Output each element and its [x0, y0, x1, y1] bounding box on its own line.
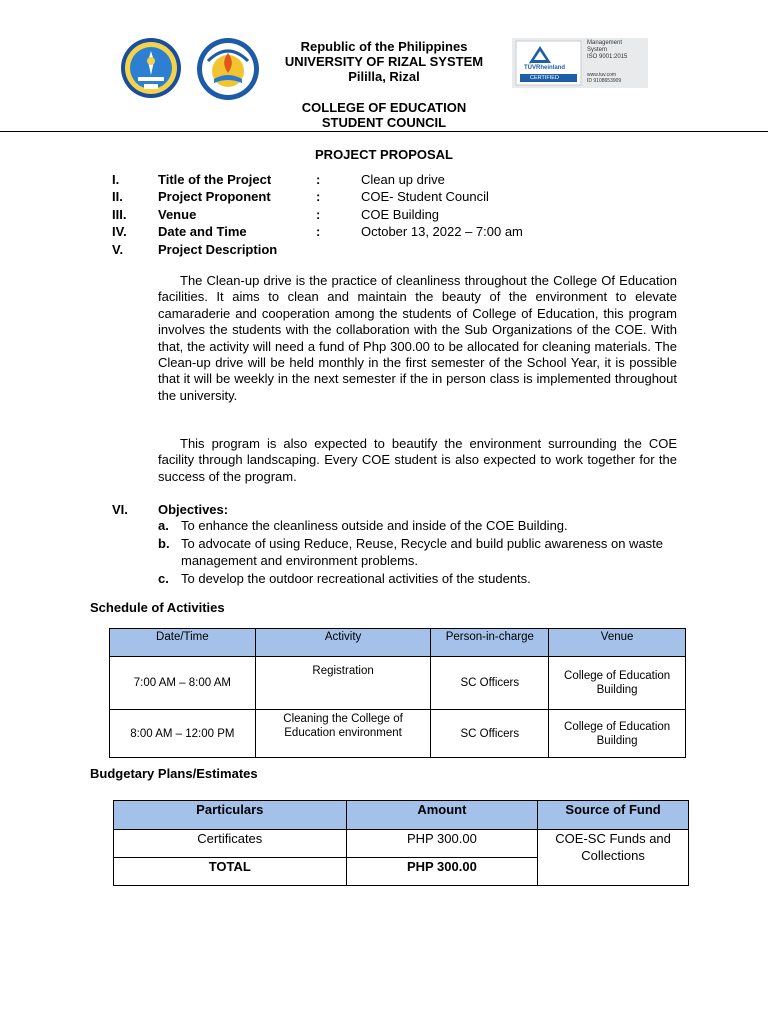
objectives-number: VI. [112, 502, 128, 517]
item-label: Title of the Project [158, 172, 272, 187]
description-paragraph: The Clean-up drive is the practice of cleanliness throughout the College Of Education facilities. It aims to clean and maintain the beauty of the environment to elevate camaraderie and cooperation among the students of College of Education, this program involves the students with the collaboration with the Sub Organizations of the COE. With that, the activity will need a fund of Php 300.00 to be allocated for cleaning materials. The Clean-up drive will be held monthly in the first semester of the School Year, it is possible that it will be weekly in the next semester if the in person class is implemented throughout the university. [158, 273, 677, 403]
cert-brand: TÜVRheinland [524, 65, 566, 71]
table-row [114, 830, 689, 858]
budget-table [113, 800, 689, 886]
item-number: II. [112, 189, 123, 204]
table-cell: COE-SC Funds and Collections [538, 830, 689, 886]
item-value: COE- Student Council [361, 189, 489, 204]
description-paragraph: This program is also expected to beautify the environment surrounding the COE facility through landscaping. Every COE student is also expected to work together for the success of the program. [158, 436, 677, 484]
schedule-title: Schedule of Activities [90, 600, 225, 615]
cert-line1: Management [587, 40, 623, 46]
objective-letter: c. [158, 571, 169, 586]
objective-letter: a. [158, 518, 169, 533]
total-amount: PHP 300.00 [346, 858, 538, 886]
header-university: UNIVERSITY OF RIZAL SYSTEM [284, 54, 484, 69]
item-value: October 13, 2022 – 7:00 am [361, 224, 523, 239]
objective-text: To enhance the cleanliness outside and inside of the COE Building. [181, 518, 568, 533]
table-cell: 8:00 AM – 12:00 PM [110, 710, 256, 758]
proposal-title: PROJECT PROPOSAL [315, 147, 453, 162]
column-header: Particulars [114, 801, 347, 830]
item-value: COE Building [361, 207, 440, 222]
column-header: Date/Time [110, 629, 256, 657]
table-cell: College of Education Building [549, 710, 686, 758]
header-country: Republic of the Philippines [300, 39, 468, 54]
cert-line2: System [587, 47, 608, 53]
cert-badge-text: CERTIFIED [530, 75, 559, 81]
item-colon: : [316, 172, 321, 187]
total-label: TOTAL [114, 858, 347, 886]
college-name: COLLEGE OF EDUCATION [301, 100, 467, 115]
schedule-table [109, 628, 686, 758]
header-divider [0, 131, 768, 132]
table-row [110, 657, 686, 710]
table-cell: 7:00 AM – 8:00 AM [110, 657, 256, 710]
column-header: Activity [255, 629, 431, 657]
objective-text: To develop the outdoor recreational activities of the students. [181, 571, 531, 586]
table-cell: SC Officers [431, 710, 549, 758]
budget-title: Budgetary Plans/Estimates [90, 766, 258, 781]
header-place: Pililla, Rizal [348, 69, 420, 84]
table-header-row [114, 801, 689, 830]
university-seal-logo [120, 37, 182, 99]
objectives-label: Objectives: [158, 502, 229, 517]
iso-certification-badge [512, 38, 648, 88]
council-name: STUDENT COUNCIL [321, 115, 447, 130]
column-header: Person-in-charge [431, 629, 549, 657]
table-cell: Certificates [114, 830, 347, 858]
item-colon: : [316, 224, 321, 239]
table-cell: Registration [255, 657, 431, 710]
table-cell: SC Officers [431, 657, 549, 710]
item-label: Venue [158, 207, 197, 222]
column-header: Source of Fund [538, 801, 689, 830]
item-number: IV. [112, 224, 127, 239]
objective-text: To advocate of using Reduce, Reuse, Recycle and build public awareness on waste management and environment problems. [181, 536, 664, 568]
cert-line3: ISO 9001:2015 [587, 54, 628, 60]
item-value: Clean up drive [361, 172, 445, 187]
cert-url: www.tuv.com [587, 72, 617, 78]
column-header: Amount [346, 801, 538, 830]
item-colon: : [316, 207, 321, 222]
objective-letter: b. [158, 536, 170, 551]
item-number: III. [112, 207, 127, 222]
table-header-row [110, 629, 686, 657]
item-number: V. [112, 242, 124, 257]
table-cell: PHP 300.00 [346, 830, 538, 858]
column-header: Venue [549, 629, 686, 657]
item-label: Project Proponent [158, 189, 271, 204]
item-colon: : [316, 189, 321, 204]
table-row [110, 710, 686, 758]
table-cell: College of Education Building [549, 657, 686, 710]
table-cell: Cleaning the College of Education environment [255, 710, 431, 758]
cert-id: ID 9108653909 [587, 78, 622, 84]
item-label: Date and Time [158, 224, 247, 239]
item-label: Project Description [158, 242, 278, 257]
item-number: I. [112, 172, 120, 187]
